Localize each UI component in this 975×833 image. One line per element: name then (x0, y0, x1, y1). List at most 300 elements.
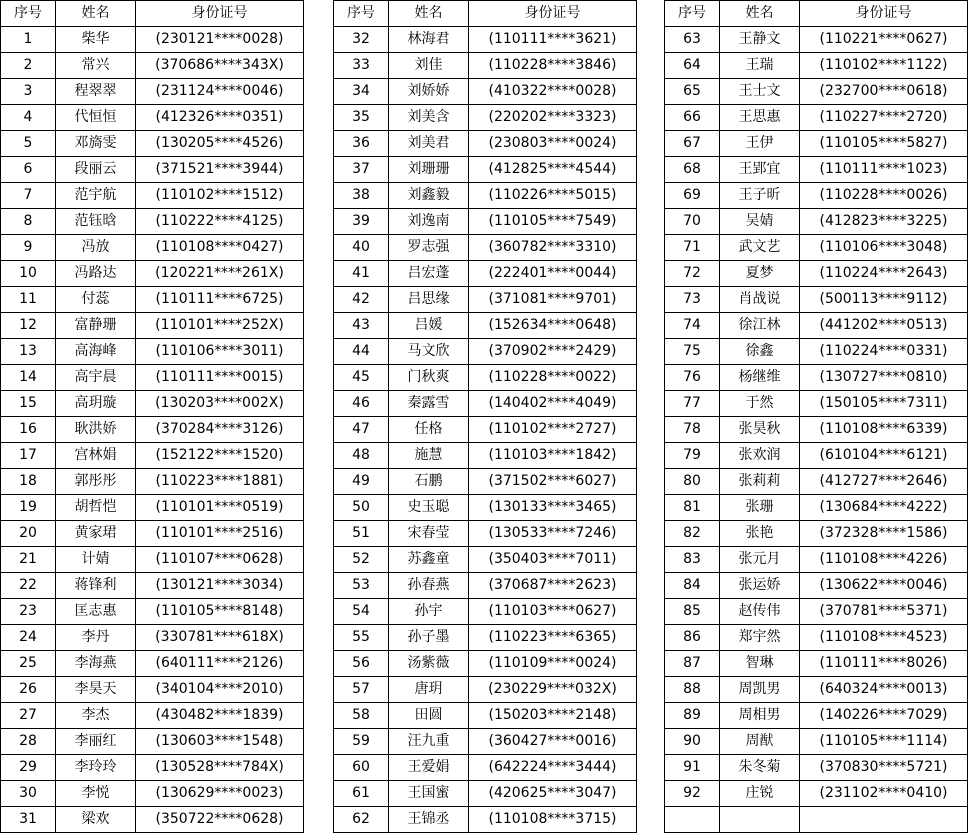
table-row (1, 313, 304, 339)
table-row (665, 469, 968, 495)
person-name: 吴婧 (720, 209, 800, 235)
person-name: 高海峰 (56, 339, 136, 365)
id-number: (110223****1881) (136, 469, 304, 495)
id-number: (430482****1839) (136, 703, 304, 729)
id-number: (370830****5721) (800, 755, 968, 781)
table-row (1, 417, 304, 443)
person-name: 柴华 (56, 27, 136, 53)
id-number: (110111****0015) (136, 365, 304, 391)
table-row (665, 79, 968, 105)
row-number: 79 (665, 443, 720, 469)
id-number: (150105****7311) (800, 391, 968, 417)
id-number: (110101****0519) (136, 495, 304, 521)
person-name: 刘佳 (389, 53, 469, 79)
person-name: 郭彤彤 (56, 469, 136, 495)
id-number: (441202****0513) (800, 313, 968, 339)
id-number: (230121****0028) (136, 27, 304, 53)
table-row (334, 677, 637, 703)
table-row (1, 781, 304, 807)
table-row (334, 131, 637, 157)
person-name: 宫林娟 (56, 443, 136, 469)
header-person-name: 姓名 (389, 1, 469, 27)
row-number: 67 (665, 131, 720, 157)
row-number: 15 (1, 391, 56, 417)
table-row (665, 365, 968, 391)
table-row (665, 261, 968, 287)
row-number: 27 (1, 703, 56, 729)
person-name: 吕思缘 (389, 287, 469, 313)
row-number: 47 (334, 417, 389, 443)
row-number: 38 (334, 183, 389, 209)
table-row (1, 53, 304, 79)
row-number: 83 (665, 547, 720, 573)
row-number: 68 (665, 157, 720, 183)
person-name: 孙宇 (389, 599, 469, 625)
table-row (1, 469, 304, 495)
row-number: 25 (1, 651, 56, 677)
row-number: 45 (334, 365, 389, 391)
table-row (334, 495, 637, 521)
table-row (665, 521, 968, 547)
id-number: (412823****3225) (800, 209, 968, 235)
table-row (1, 729, 304, 755)
id-number: (110109****0024) (469, 651, 637, 677)
row-number: 46 (334, 391, 389, 417)
id-number: (110105****7549) (469, 209, 637, 235)
id-number: (232700****0618) (800, 79, 968, 105)
row-number: 76 (665, 365, 720, 391)
row-number: 4 (1, 105, 56, 131)
person-name: 王思惠 (720, 105, 800, 131)
table-row (665, 807, 968, 833)
header-row-number: 序号 (1, 1, 56, 27)
header-row (1, 1, 304, 27)
id-number: (220202****3323) (469, 105, 637, 131)
id-number: (130622****0046) (800, 573, 968, 599)
id-number: (110103****0627) (469, 599, 637, 625)
row-number: 42 (334, 287, 389, 313)
table-row (334, 27, 637, 53)
person-name: 付蕊 (56, 287, 136, 313)
row-number: 28 (1, 729, 56, 755)
table-row (665, 703, 968, 729)
table-row (334, 651, 637, 677)
person-name: 计婧 (56, 547, 136, 573)
row-number: 18 (1, 469, 56, 495)
person-name: 李玲玲 (56, 755, 136, 781)
id-number: (110105****8148) (136, 599, 304, 625)
id-number: (110224****0331) (800, 339, 968, 365)
id-number: (120221****261X) (136, 261, 304, 287)
id-number: (110101****252X) (136, 313, 304, 339)
person-name: 冯路达 (56, 261, 136, 287)
id-number: (110226****5015) (469, 183, 637, 209)
row-number: 73 (665, 287, 720, 313)
table-row (1, 599, 304, 625)
person-name: 史玉聪 (389, 495, 469, 521)
person-name: 刘逸南 (389, 209, 469, 235)
table-row (1, 547, 304, 573)
table-row (334, 703, 637, 729)
id-number: (222401****0044) (469, 261, 637, 287)
table-row (665, 625, 968, 651)
person-name: 范宇航 (56, 183, 136, 209)
person-name: 段丽云 (56, 157, 136, 183)
row-number: 19 (1, 495, 56, 521)
table-row (334, 521, 637, 547)
person-name: 张元月 (720, 547, 800, 573)
row-number: 10 (1, 261, 56, 287)
person-name: 吕媛 (389, 313, 469, 339)
person-name: 李丹 (56, 625, 136, 651)
person-name: 胡哲恺 (56, 495, 136, 521)
row-number: 11 (1, 287, 56, 313)
row-number: 87 (665, 651, 720, 677)
id-number: (110107****0628) (136, 547, 304, 573)
id-number: (130205****4526) (136, 131, 304, 157)
table-row (1, 755, 304, 781)
person-name: 刘美含 (389, 105, 469, 131)
person-name: 刘珊珊 (389, 157, 469, 183)
person-name: 孙春燕 (389, 573, 469, 599)
id-number: (110227****2720) (800, 105, 968, 131)
id-number: (370284****3126) (136, 417, 304, 443)
table-row (665, 235, 968, 261)
table-row (665, 417, 968, 443)
table-row (665, 781, 968, 807)
table-row (334, 53, 637, 79)
person-name: 黄家珺 (56, 521, 136, 547)
table-row (334, 417, 637, 443)
person-name: 代恒恒 (56, 105, 136, 131)
person-name: 王静文 (720, 27, 800, 53)
table-row (665, 339, 968, 365)
row-number: 22 (1, 573, 56, 599)
person-name: 吕宏蓬 (389, 261, 469, 287)
person-name: 程翠翠 (56, 79, 136, 105)
table-row (1, 157, 304, 183)
person-name: 郑宇然 (720, 625, 800, 651)
row-number: 48 (334, 443, 389, 469)
row-number: 62 (334, 807, 389, 833)
table-row (1, 391, 304, 417)
person-name: 高宇晨 (56, 365, 136, 391)
person-name: 徐鑫 (720, 339, 800, 365)
table-row (665, 651, 968, 677)
id-number: (110101****2516) (136, 521, 304, 547)
table-row (665, 599, 968, 625)
person-name: 张莉莉 (720, 469, 800, 495)
table-row (1, 27, 304, 53)
person-name: 常兴 (56, 53, 136, 79)
id-number: (360427****0016) (469, 729, 637, 755)
person-name: 耿洪娇 (56, 417, 136, 443)
row-number: 65 (665, 79, 720, 105)
id-number: (330781****618X) (136, 625, 304, 651)
id-number: (110103****1842) (469, 443, 637, 469)
id-number: (410322****0028) (469, 79, 637, 105)
id-number: (130203****002X) (136, 391, 304, 417)
person-name: 门秋爽 (389, 365, 469, 391)
person-name: 李丽红 (56, 729, 136, 755)
person-name: 杨继维 (720, 365, 800, 391)
table-row (334, 79, 637, 105)
row-number: 60 (334, 755, 389, 781)
id-number: (152122****1520) (136, 443, 304, 469)
row-number: 31 (1, 807, 56, 833)
table-row (334, 469, 637, 495)
id-number: (110224****2643) (800, 261, 968, 287)
id-number: (350722****0628) (136, 807, 304, 833)
row-number: 91 (665, 755, 720, 781)
table-row (665, 27, 968, 53)
table-row (1, 703, 304, 729)
id-number: (110105****5827) (800, 131, 968, 157)
row-number: 20 (1, 521, 56, 547)
person-name: 王爱娟 (389, 755, 469, 781)
id-number: (642224****3444) (469, 755, 637, 781)
person-name: 武文艺 (720, 235, 800, 261)
table-row (1, 261, 304, 287)
row-number: 23 (1, 599, 56, 625)
row-number: 66 (665, 105, 720, 131)
table-row (665, 573, 968, 599)
table-row (334, 261, 637, 287)
person-name: 孙子墨 (389, 625, 469, 651)
row-number: 2 (1, 53, 56, 79)
id-number: (110108****6339) (800, 417, 968, 443)
row-number: 14 (1, 365, 56, 391)
row-number: 41 (334, 261, 389, 287)
table-row (665, 495, 968, 521)
id-number: (412825****4544) (469, 157, 637, 183)
row-number: 44 (334, 339, 389, 365)
header-person-name: 姓名 (56, 1, 136, 27)
table-row (334, 183, 637, 209)
id-number: (370781****5371) (800, 599, 968, 625)
table-row (334, 209, 637, 235)
id-number: (130528****784X) (136, 755, 304, 781)
person-name: 赵传伟 (720, 599, 800, 625)
table-row (334, 339, 637, 365)
row-number: 35 (334, 105, 389, 131)
person-name: 王锦丞 (389, 807, 469, 833)
table-row (1, 79, 304, 105)
person-name: 张艳 (720, 521, 800, 547)
row-number: 12 (1, 313, 56, 339)
person-name: 于然 (720, 391, 800, 417)
id-number: (152634****0648) (469, 313, 637, 339)
id-number: (412326****0351) (136, 105, 304, 131)
table-row (665, 313, 968, 339)
table-row (1, 131, 304, 157)
person-name: 李悦 (56, 781, 136, 807)
id-number: (150203****2148) (469, 703, 637, 729)
table-row (334, 755, 637, 781)
id-number: (110108****4226) (800, 547, 968, 573)
row-number: 49 (334, 469, 389, 495)
id-number: (230803****0024) (469, 131, 637, 157)
id-number: (370687****2623) (469, 573, 637, 599)
person-name: 罗志强 (389, 235, 469, 261)
id-number: (130121****3034) (136, 573, 304, 599)
roster-table-1 (0, 0, 304, 833)
row-number: 24 (1, 625, 56, 651)
row-number: 52 (334, 547, 389, 573)
table-row (665, 157, 968, 183)
person-name: 马文欣 (389, 339, 469, 365)
row-number: 89 (665, 703, 720, 729)
id-number: (110106****3011) (136, 339, 304, 365)
row-number: 21 (1, 547, 56, 573)
id-number: (370686****343X) (136, 53, 304, 79)
person-name: 蒋锋利 (56, 573, 136, 599)
row-number: 54 (334, 599, 389, 625)
person-name: 王子昕 (720, 183, 800, 209)
person-name: 刘娇娇 (389, 79, 469, 105)
table-row (1, 573, 304, 599)
id-number: (110102****2727) (469, 417, 637, 443)
table-row (665, 547, 968, 573)
header-id-number: 身份证号 (800, 1, 968, 27)
id-number: (130603****1548) (136, 729, 304, 755)
person-name: 匡志惠 (56, 599, 136, 625)
person-name: 梁欢 (56, 807, 136, 833)
person-name: 任格 (389, 417, 469, 443)
header-row (665, 1, 968, 27)
person-name: 刘鑫毅 (389, 183, 469, 209)
row-number: 5 (1, 131, 56, 157)
id-number: (110228****0026) (800, 183, 968, 209)
person-name: 夏梦 (720, 261, 800, 287)
id-number: (110111****3621) (469, 27, 637, 53)
table-row (334, 365, 637, 391)
id-number: (370902****2429) (469, 339, 637, 365)
person-name: 张珊 (720, 495, 800, 521)
row-number: 59 (334, 729, 389, 755)
table-row (1, 339, 304, 365)
row-number: 63 (665, 27, 720, 53)
row-number: 81 (665, 495, 720, 521)
person-name: 冯放 (56, 235, 136, 261)
id-number: (412727****2646) (800, 469, 968, 495)
id-number: (110106****3048) (800, 235, 968, 261)
row-number: 36 (334, 131, 389, 157)
row-number: 78 (665, 417, 720, 443)
row-number: 8 (1, 209, 56, 235)
row-number: 7 (1, 183, 56, 209)
row-number: 69 (665, 183, 720, 209)
header-row (334, 1, 637, 27)
table-row (334, 599, 637, 625)
id-number: (230229****032X) (469, 677, 637, 703)
table-row (1, 287, 304, 313)
row-number: 17 (1, 443, 56, 469)
id-number: (360782****3310) (469, 235, 637, 261)
row-number: 55 (334, 625, 389, 651)
roster-table-3 (664, 0, 968, 833)
person-name: 宋春莹 (389, 521, 469, 547)
row-number: 51 (334, 521, 389, 547)
row-number: 33 (334, 53, 389, 79)
row-number: 34 (334, 79, 389, 105)
person-name: 王伊 (720, 131, 800, 157)
row-number: 56 (334, 651, 389, 677)
table-row (334, 105, 637, 131)
id-number: (140226****7029) (800, 703, 968, 729)
table-row (665, 53, 968, 79)
person-name: 智琳 (720, 651, 800, 677)
id-number: (350403****7011) (469, 547, 637, 573)
row-number: 70 (665, 209, 720, 235)
person-name: 高玥璇 (56, 391, 136, 417)
row-number: 37 (334, 157, 389, 183)
person-name: 王士文 (720, 79, 800, 105)
table-row (665, 183, 968, 209)
row-number: 30 (1, 781, 56, 807)
row-number: 43 (334, 313, 389, 339)
id-number: (371521****3944) (136, 157, 304, 183)
header-id-number: 身份证号 (136, 1, 304, 27)
id-number: (110102****1512) (136, 183, 304, 209)
table-row (665, 729, 968, 755)
id-number: (640111****2126) (136, 651, 304, 677)
row-number: 71 (665, 235, 720, 261)
id-number: (110111****8026) (800, 651, 968, 677)
id-number: (110221****0627) (800, 27, 968, 53)
row-number: 9 (1, 235, 56, 261)
person-name: 苏鑫童 (389, 547, 469, 573)
row-number: 6 (1, 157, 56, 183)
id-number: (372328****1586) (800, 521, 968, 547)
table-row (334, 729, 637, 755)
person-name: 刘美君 (389, 131, 469, 157)
row-number: 74 (665, 313, 720, 339)
header-row-number: 序号 (665, 1, 720, 27)
table-row (665, 677, 968, 703)
table-row (1, 651, 304, 677)
table-row (1, 105, 304, 131)
row-number: 77 (665, 391, 720, 417)
person-name: 张运娇 (720, 573, 800, 599)
id-number: (130533****7246) (469, 521, 637, 547)
row-number: 61 (334, 781, 389, 807)
person-name: 田圆 (389, 703, 469, 729)
id-number: (110105****1114) (800, 729, 968, 755)
person-name: 朱冬菊 (720, 755, 800, 781)
row-number: 3 (1, 79, 56, 105)
person-name: 庄锐 (720, 781, 800, 807)
table-row (1, 807, 304, 833)
table-row (1, 443, 304, 469)
person-name: 秦露雪 (389, 391, 469, 417)
id-number: (110108****0427) (136, 235, 304, 261)
id-number: (130629****0023) (136, 781, 304, 807)
table-row (665, 131, 968, 157)
person-name: 石鹏 (389, 469, 469, 495)
row-number: 26 (1, 677, 56, 703)
person-name: 汤紫薇 (389, 651, 469, 677)
id-number: (110228****3846) (469, 53, 637, 79)
person-name: 徐江林 (720, 313, 800, 339)
person-name: 张欢润 (720, 443, 800, 469)
row-number: 1 (1, 27, 56, 53)
id-number: (340104****2010) (136, 677, 304, 703)
row-number: 85 (665, 599, 720, 625)
id-number: (110102****1122) (800, 53, 968, 79)
table-row (334, 313, 637, 339)
row-number: 40 (334, 235, 389, 261)
